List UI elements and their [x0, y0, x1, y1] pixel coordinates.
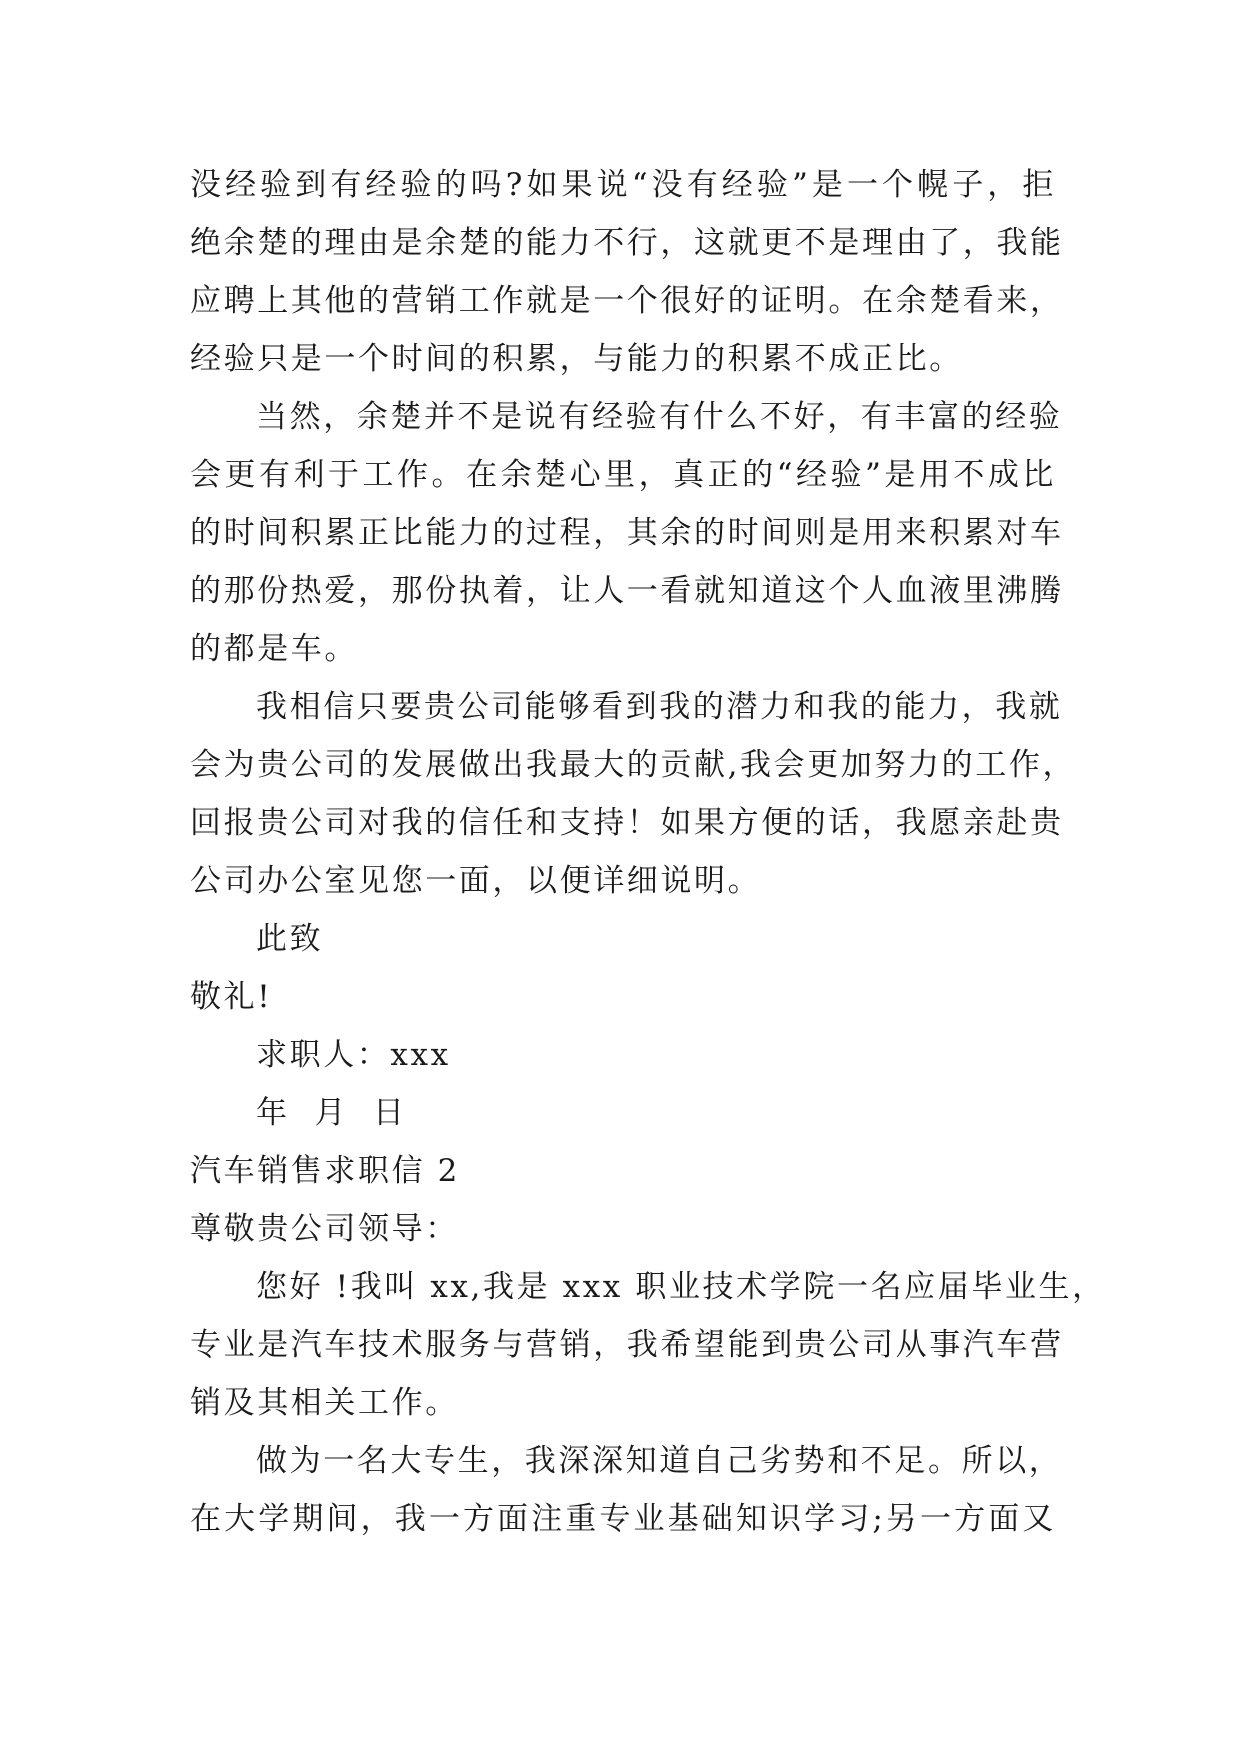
body-line: 的那份热爱，那份执着，让人一看就知道这个人血液里沸腾: [190, 573, 1064, 609]
body-line: 会更有利于工作。在余楚心里，真正的“经验”是用不成比: [190, 457, 1056, 493]
body-line: 的时间积累正比能力的过程，其余的时间则是用来积累对车: [190, 515, 1064, 551]
paragraph-first-line: 我相信只要贵公司能够看到我的潜力和我的能力，我就: [256, 689, 1063, 725]
date-line: 年 月 日: [256, 1095, 407, 1131]
paragraph-first-line: 当然，余楚并不是说有经验有什么不好，有丰富的经验: [256, 399, 1063, 435]
applicant-signature: 求职人：xxx: [256, 1037, 451, 1073]
body-line: 公司办公室见您一面，以便详细说明。: [190, 863, 762, 899]
body-line: 回报贵公司对我的信任和支持！如果方便的话，我愿亲赴贵: [190, 805, 1064, 841]
body-line: 绝余楚的理由是余楚的能力不行，这就更不是理由了，我能: [190, 225, 1064, 261]
greeting-line: 尊敬贵公司领导：: [190, 1211, 459, 1247]
paragraph-first-line: 做为一名大专生，我深深知道自己劣势和不足。所以，: [256, 1443, 1063, 1479]
body-line: 会为贵公司的发展做出我最大的贡献,我会更加努力的工作，: [190, 747, 1077, 783]
body-line: 销及其相关工作。: [190, 1385, 459, 1421]
body-line: 在大学期间，我一方面注重专业基础知识学习;另一方面又: [190, 1501, 1056, 1537]
body-line: 专业是汽车技术服务与营销，我希望能到贵公司从事汽车营: [190, 1327, 1064, 1363]
body-line: 应聘上其他的营销工作就是一个很好的证明。在余楚看来，: [190, 283, 1064, 319]
body-line: 没经验到有经验的吗?如果说“没有经验”是一个幌子，拒: [190, 167, 1056, 203]
body-line: 经验只是一个时间的积累，与能力的积累不成正比。: [190, 341, 963, 377]
closing-respect: 敬礼!: [190, 979, 273, 1015]
letter-body: [190, 156, 1106, 1548]
paragraph-first-line: 您好 !我叫 xx,我是 xxx 职业技术学院一名应届毕业生，: [256, 1269, 1106, 1305]
closing-salutation: 此致: [256, 921, 324, 957]
body-line: 的都是车。: [190, 631, 358, 667]
section-title: 汽车销售求职信 2: [190, 1153, 460, 1189]
